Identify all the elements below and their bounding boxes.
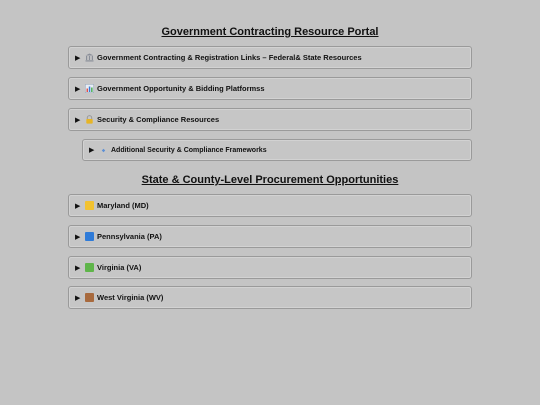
state-item-west-virginia[interactable] xyxy=(68,286,472,309)
bar-chart-icon xyxy=(85,84,94,93)
lock-icon xyxy=(85,115,94,124)
brown-square-icon xyxy=(85,293,94,302)
section-security-compliance[interactable] xyxy=(68,108,472,131)
expand-caret-icon: ▶ xyxy=(75,54,81,62)
state-section-title: State & County-Level Procurement Opportunities xyxy=(141,174,399,186)
state-item-pennsylvania[interactable] xyxy=(68,225,472,248)
state-item-maryland[interactable] xyxy=(68,194,472,217)
expand-caret-icon: ▶ xyxy=(75,202,81,210)
expand-caret-icon: ▶ xyxy=(75,116,81,124)
small-blue-diamond-icon xyxy=(99,146,108,155)
state-item-virginia[interactable] xyxy=(68,256,472,279)
state-label: Virginia (VA) xyxy=(97,263,142,272)
state-label: Pennsylvania (PA) xyxy=(97,232,162,241)
expand-caret-icon: ▶ xyxy=(75,294,81,302)
green-square-icon xyxy=(85,263,94,272)
state-label: West Virginia (WV) xyxy=(97,293,164,302)
yellow-square-icon xyxy=(85,201,94,210)
expand-caret-icon: ▶ xyxy=(75,264,81,272)
section-label: Security & Compliance Resources xyxy=(97,115,220,124)
expand-caret-icon: ▶ xyxy=(75,85,81,93)
state-label: Maryland (MD) xyxy=(97,201,149,210)
government-building-icon xyxy=(85,53,94,62)
section-label: Government Contracting & Registration Links – Federal& State Resources xyxy=(97,53,362,62)
expand-caret-icon: ▶ xyxy=(89,147,95,154)
section-label: Additional Security & Compliance Frameworks xyxy=(111,146,267,154)
subsection-additional-frameworks[interactable] xyxy=(82,139,472,161)
section-label: Government Opportunity & Bidding Platformss xyxy=(97,84,265,93)
expand-caret-icon: ▶ xyxy=(75,233,81,241)
portal-title: Government Contracting Resource Portal xyxy=(161,26,379,38)
blue-square-icon xyxy=(85,232,94,241)
section-opportunity-bidding[interactable] xyxy=(68,77,472,100)
section-contracting-registration[interactable] xyxy=(68,46,472,69)
